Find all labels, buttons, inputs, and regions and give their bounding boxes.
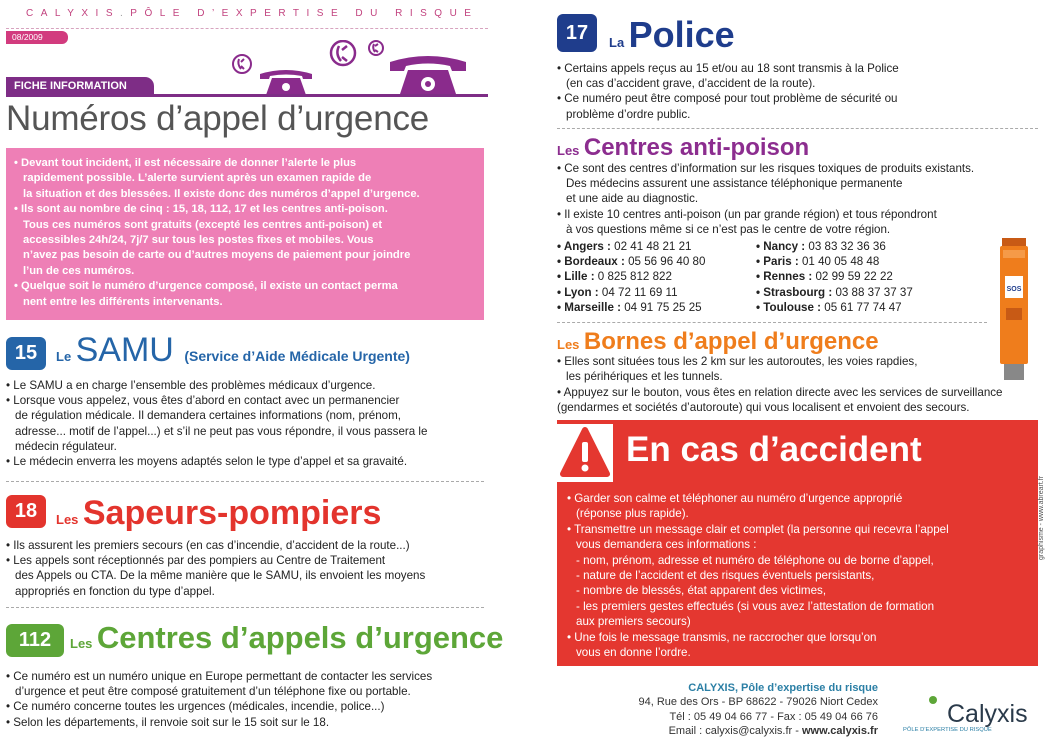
centre-city: • Toulouse : <box>756 300 822 314</box>
centre-city: • Lyon : <box>557 285 599 299</box>
antipoison-heading <box>557 134 809 162</box>
bullet-line: aux premiers secours) <box>576 615 691 629</box>
centre-phone: 04 91 75 25 25 <box>624 300 702 314</box>
receiver-icon-1 <box>233 55 251 73</box>
bullet-line: n’avez pas besoin de carte ou d’autres moyens de paiement pour joindre <box>23 249 411 262</box>
bullet-line: l’un de ces numéros. <box>23 264 135 277</box>
pompiers-number-badge: 18 <box>6 495 46 528</box>
footer-contact <box>560 681 878 738</box>
warning-icon <box>557 424 613 482</box>
police-list <box>557 61 899 122</box>
centre-phone: 03 88 37 37 37 <box>835 285 913 299</box>
pompiers-list <box>6 538 425 599</box>
centres112-heading <box>70 620 503 656</box>
fiche-information-tab: FICHE INFORMATION <box>6 77 154 95</box>
divider <box>557 128 1038 129</box>
bornes-article: Les <box>557 337 580 352</box>
calyxis-logo <box>903 680 1033 738</box>
receiver-icon-2 <box>331 41 355 65</box>
pompiers-heading <box>56 494 381 533</box>
centre-phone: 04 72 11 69 11 <box>601 285 678 299</box>
brand-line <box>26 8 478 19</box>
bornes-wide-line: (gendarmes et sociétés d’autoroute) qui vous localisent et envoient des secours. <box>557 401 970 415</box>
bullet-line: Tous ces numéros sont gratuits (excepté les centres anti-poison) et <box>23 218 383 231</box>
footer-company: CALYXIS, Pôle d’expertise du risque <box>688 682 878 694</box>
calyxis-logo-icon <box>909 680 949 720</box>
antipoison-article: Les <box>557 143 580 158</box>
bullet-line: (en cas d’accident grave, d’accident de la route). <box>566 77 816 91</box>
bullet-line: • Elles sont situées tous les 2 km sur les autoroutes, les voies rapdies, <box>557 355 918 368</box>
bullet-line: • Transmettre un message clair et complet (la personne qui recevra l’appel <box>567 522 949 536</box>
large-phone-icon <box>390 56 466 97</box>
centre-phone: 02 99 59 22 22 <box>815 270 893 284</box>
bullet-line: à vos questions même si ce n’est pas le centre de votre région. <box>566 222 891 236</box>
footer-email-line <box>560 724 878 738</box>
antipoison-title: Centres anti-poison <box>583 134 810 161</box>
bullet-line: (réponse plus rapide). <box>576 507 689 521</box>
antipoison-list <box>557 161 974 237</box>
divider <box>6 481 484 482</box>
receiver-icon-3 <box>369 41 383 55</box>
centre-city: • Nancy : <box>756 240 806 253</box>
bullet-line: Des médecins assurent une assistance téléphonique permanente <box>566 177 903 191</box>
brand-name: CALYXIS <box>26 8 120 19</box>
bornes-wide-list <box>557 385 1003 415</box>
bullet-line: - les premiers gestes effectués (si vous avez l’attestation de formation <box>576 599 935 613</box>
bullet-line: • Ce numéro peut être composé pour tout problème de sécurité ou <box>557 92 898 106</box>
accident-title: En cas d’accident <box>626 430 922 469</box>
centres112-article: Les <box>70 636 93 651</box>
bullet-line: appropriés en fonction du type d’appel. <box>15 584 215 598</box>
bullet-line: • Le SAMU a en charge l’ensemble des problèmes médicaux d’urgence. <box>6 379 376 392</box>
emergency-call-box-illustration <box>994 236 1034 382</box>
bullet-line: • Les appels sont réceptionnés par des pompiers au Centre de Traitement <box>6 554 386 568</box>
intro-list <box>14 156 476 310</box>
bullet-line: • Ils sont au nombre de cinq : 15, 18, 112, 17 et les centres anti-poison. <box>14 203 388 216</box>
bullet-line: • Ce numéro concerne toutes les urgences (médicales, incendie, police...) <box>6 700 385 714</box>
bullet-line: - nombre de blessés, état apparent des victimes, <box>576 584 827 598</box>
centre-phone: 0 825 812 822 <box>597 270 672 284</box>
bornes-wide-line: • Appuyez sur le bouton, vous êtes en relation directe avec les services de surveillance <box>557 386 1003 399</box>
police-number-badge: 17 <box>557 14 597 52</box>
samu-article: Le <box>56 349 72 364</box>
bullet-line: • Lorsque vous appelez, vous êtes d’abord en contact avec un permanencier <box>6 394 400 408</box>
bullet-line: vous demandera ces informations : <box>576 538 757 552</box>
centres112-number-badge: 112 <box>6 624 64 657</box>
accident-icon-area <box>557 424 613 482</box>
samu-subtitle: (Service d’Aide Médicale Urgente) <box>184 348 410 364</box>
bullet-line: médecin régulateur. <box>15 439 117 453</box>
police-title: Police <box>628 14 735 55</box>
samu-number-badge: 15 <box>6 337 46 370</box>
pompiers-title: Sapeurs-pompiers <box>82 494 382 532</box>
bornes-heading <box>557 328 879 356</box>
antipoison-centre <box>557 300 705 315</box>
police-article: La <box>609 35 625 50</box>
bullet-line: • Il existe 10 centres anti-poison (un par grande région) et tous répondront <box>557 207 937 221</box>
bullet-line: adresse... motif de l’appel...) et s’il ne peut pas vous répondre, il vous passera le <box>15 424 428 438</box>
small-phone-icon <box>260 70 312 95</box>
bullet-line: les périhériques et les tunnels. <box>566 370 723 384</box>
samu-title: SAMU <box>75 331 174 369</box>
bornes-list <box>557 354 917 384</box>
bullet-line: • Ce sont des centres d’information sur les risques toxiques de produits existants. <box>557 162 975 175</box>
fiche-rule <box>6 94 488 97</box>
samu-list <box>6 378 427 469</box>
police-heading <box>609 14 735 56</box>
centre-phone: 05 61 77 74 47 <box>824 300 902 314</box>
antipoison-centres-left <box>557 239 705 315</box>
centre-city: • Marseille : <box>557 300 621 314</box>
bullet-line: • Devant tout incident, il est nécessaire de donner l’alerte le plus <box>14 157 357 169</box>
bullet-line: • Le médecin enverra les moyens adaptés selon le type d’appel et sa gravaité. <box>6 455 408 469</box>
pompiers-article: Les <box>56 512 79 527</box>
brand-tagline: PÔLE D’EXPERTISE DU RISQUE <box>130 8 479 19</box>
bullet-line: des Appels ou CTA. De la même manière que le SAMU, ils envoient les moyens <box>15 569 426 583</box>
antipoison-centre <box>557 254 705 269</box>
bullet-line: • Selon les départements, il renvoie soit sur le 15 soit sur le 18. <box>6 715 330 729</box>
antipoison-centre <box>756 285 913 300</box>
bullet-line: vous en donne l’ordre. <box>576 646 691 660</box>
bullet-line: nent entre les différents intervenants. <box>23 295 223 308</box>
divider <box>6 607 484 608</box>
centre-phone: 03 83 32 36 36 <box>808 240 886 253</box>
centre-city: • Paris : <box>756 255 799 269</box>
bornes-title: Bornes d’appel d’urgence <box>583 328 879 355</box>
centre-phone: 02 41 48 21 21 <box>614 240 692 253</box>
antipoison-centre <box>756 239 913 254</box>
bullet-line: • Quelque soit le numéro d’urgence composé, il existe un contact perma <box>14 280 398 293</box>
bullet-line: problème d’ordre public. <box>566 107 691 121</box>
bullet-line: et une aide au diagnostic. <box>566 192 699 206</box>
bullet-line: de régulation médicale. Il demandera certaines informations (nom, prénom, <box>15 409 402 423</box>
bullet-line: la situation et des blessées. Il existe donc des numéros d’appel d’urgence. <box>23 187 420 200</box>
centre-city: • Strasbourg : <box>756 285 833 299</box>
antipoison-centre <box>557 285 705 300</box>
graphic-credit: graphisme - www.abreart.fr <box>1038 475 1045 560</box>
bullet-line: rapidement possible. L’alerte survient après un examen rapide de <box>23 172 372 185</box>
centre-city: • Angers : <box>557 240 611 253</box>
antipoison-centre <box>756 300 913 315</box>
bullet-line: accessibles 24h/24, 7j/7 sur tous les postes fixes et mobiles. Vous <box>23 234 374 247</box>
centre-phone: 05 56 96 40 80 <box>628 255 706 269</box>
header-rule <box>6 28 488 29</box>
centre-city: • Rennes : <box>756 270 813 284</box>
footer-website[interactable]: www.calyxis.fr <box>801 724 878 737</box>
bullet-line: d’urgence et peut être composé gratuitement d’un téléphone fixe ou portable. <box>15 685 411 699</box>
bullet-line: • Une fois le message transmis, ne raccrocher que lorsqu’on <box>567 630 877 644</box>
page-title: Numéros d’appel d’urgence <box>6 99 430 138</box>
bullet-line: • Certains appels reçus au 15 et/ou au 18 sont transmis à la Police <box>557 62 899 75</box>
samu-heading <box>56 331 410 370</box>
brand-dot: . <box>120 8 131 19</box>
date-badge: 08/2009 <box>6 31 68 44</box>
centres112-list <box>6 669 432 730</box>
bullet-line: • Garder son calme et téléphoner au numéro d’urgence approprié <box>567 492 903 505</box>
bullet-line: • Ce numéro est un numéro unique en Europe permettant de contacter les services <box>6 670 433 683</box>
intro-box <box>6 148 484 320</box>
antipoison-centres-right <box>756 239 913 315</box>
footer-phones: Tél : 05 49 04 66 77 - Fax : 05 49 04 66 76 <box>669 710 878 723</box>
accident-box <box>557 486 1038 666</box>
antipoison-centre <box>756 254 913 269</box>
centres112-title: Centres d’appels d’urgence <box>96 620 504 655</box>
centre-phone: 01 40 05 48 48 <box>801 255 880 269</box>
accident-list <box>567 491 1028 660</box>
antipoison-centre <box>557 269 705 284</box>
centre-city: • Lille : <box>557 270 595 284</box>
antipoison-centre <box>557 239 705 254</box>
phones-illustration <box>230 40 490 98</box>
bullet-line: • Ils assurent les premiers secours (en cas d’incendie, d’accident de la route...) <box>6 539 410 552</box>
centre-city: • Bordeaux : <box>557 255 625 269</box>
bullet-line: - nom, prénom, adresse et numéro de téléphone ou de borne d’appel, <box>576 553 934 567</box>
divider <box>557 322 987 323</box>
footer-email: Email : calyxis@calyxis.fr - <box>668 724 802 737</box>
calyxis-logo-tagline: PÔLE D’EXPERTISE DU RISQUE <box>903 727 992 733</box>
antipoison-centre <box>756 269 913 284</box>
bullet-line: - nature de l’accident et des risques éventuels persistants, <box>576 569 875 583</box>
borne-sos-label: SOS <box>1006 286 1022 293</box>
calyxis-logo-name: Calyxis <box>947 700 1028 728</box>
footer-address: 94, Rue des Ors - BP 68622 - 79026 Niort Cedex <box>638 696 878 709</box>
